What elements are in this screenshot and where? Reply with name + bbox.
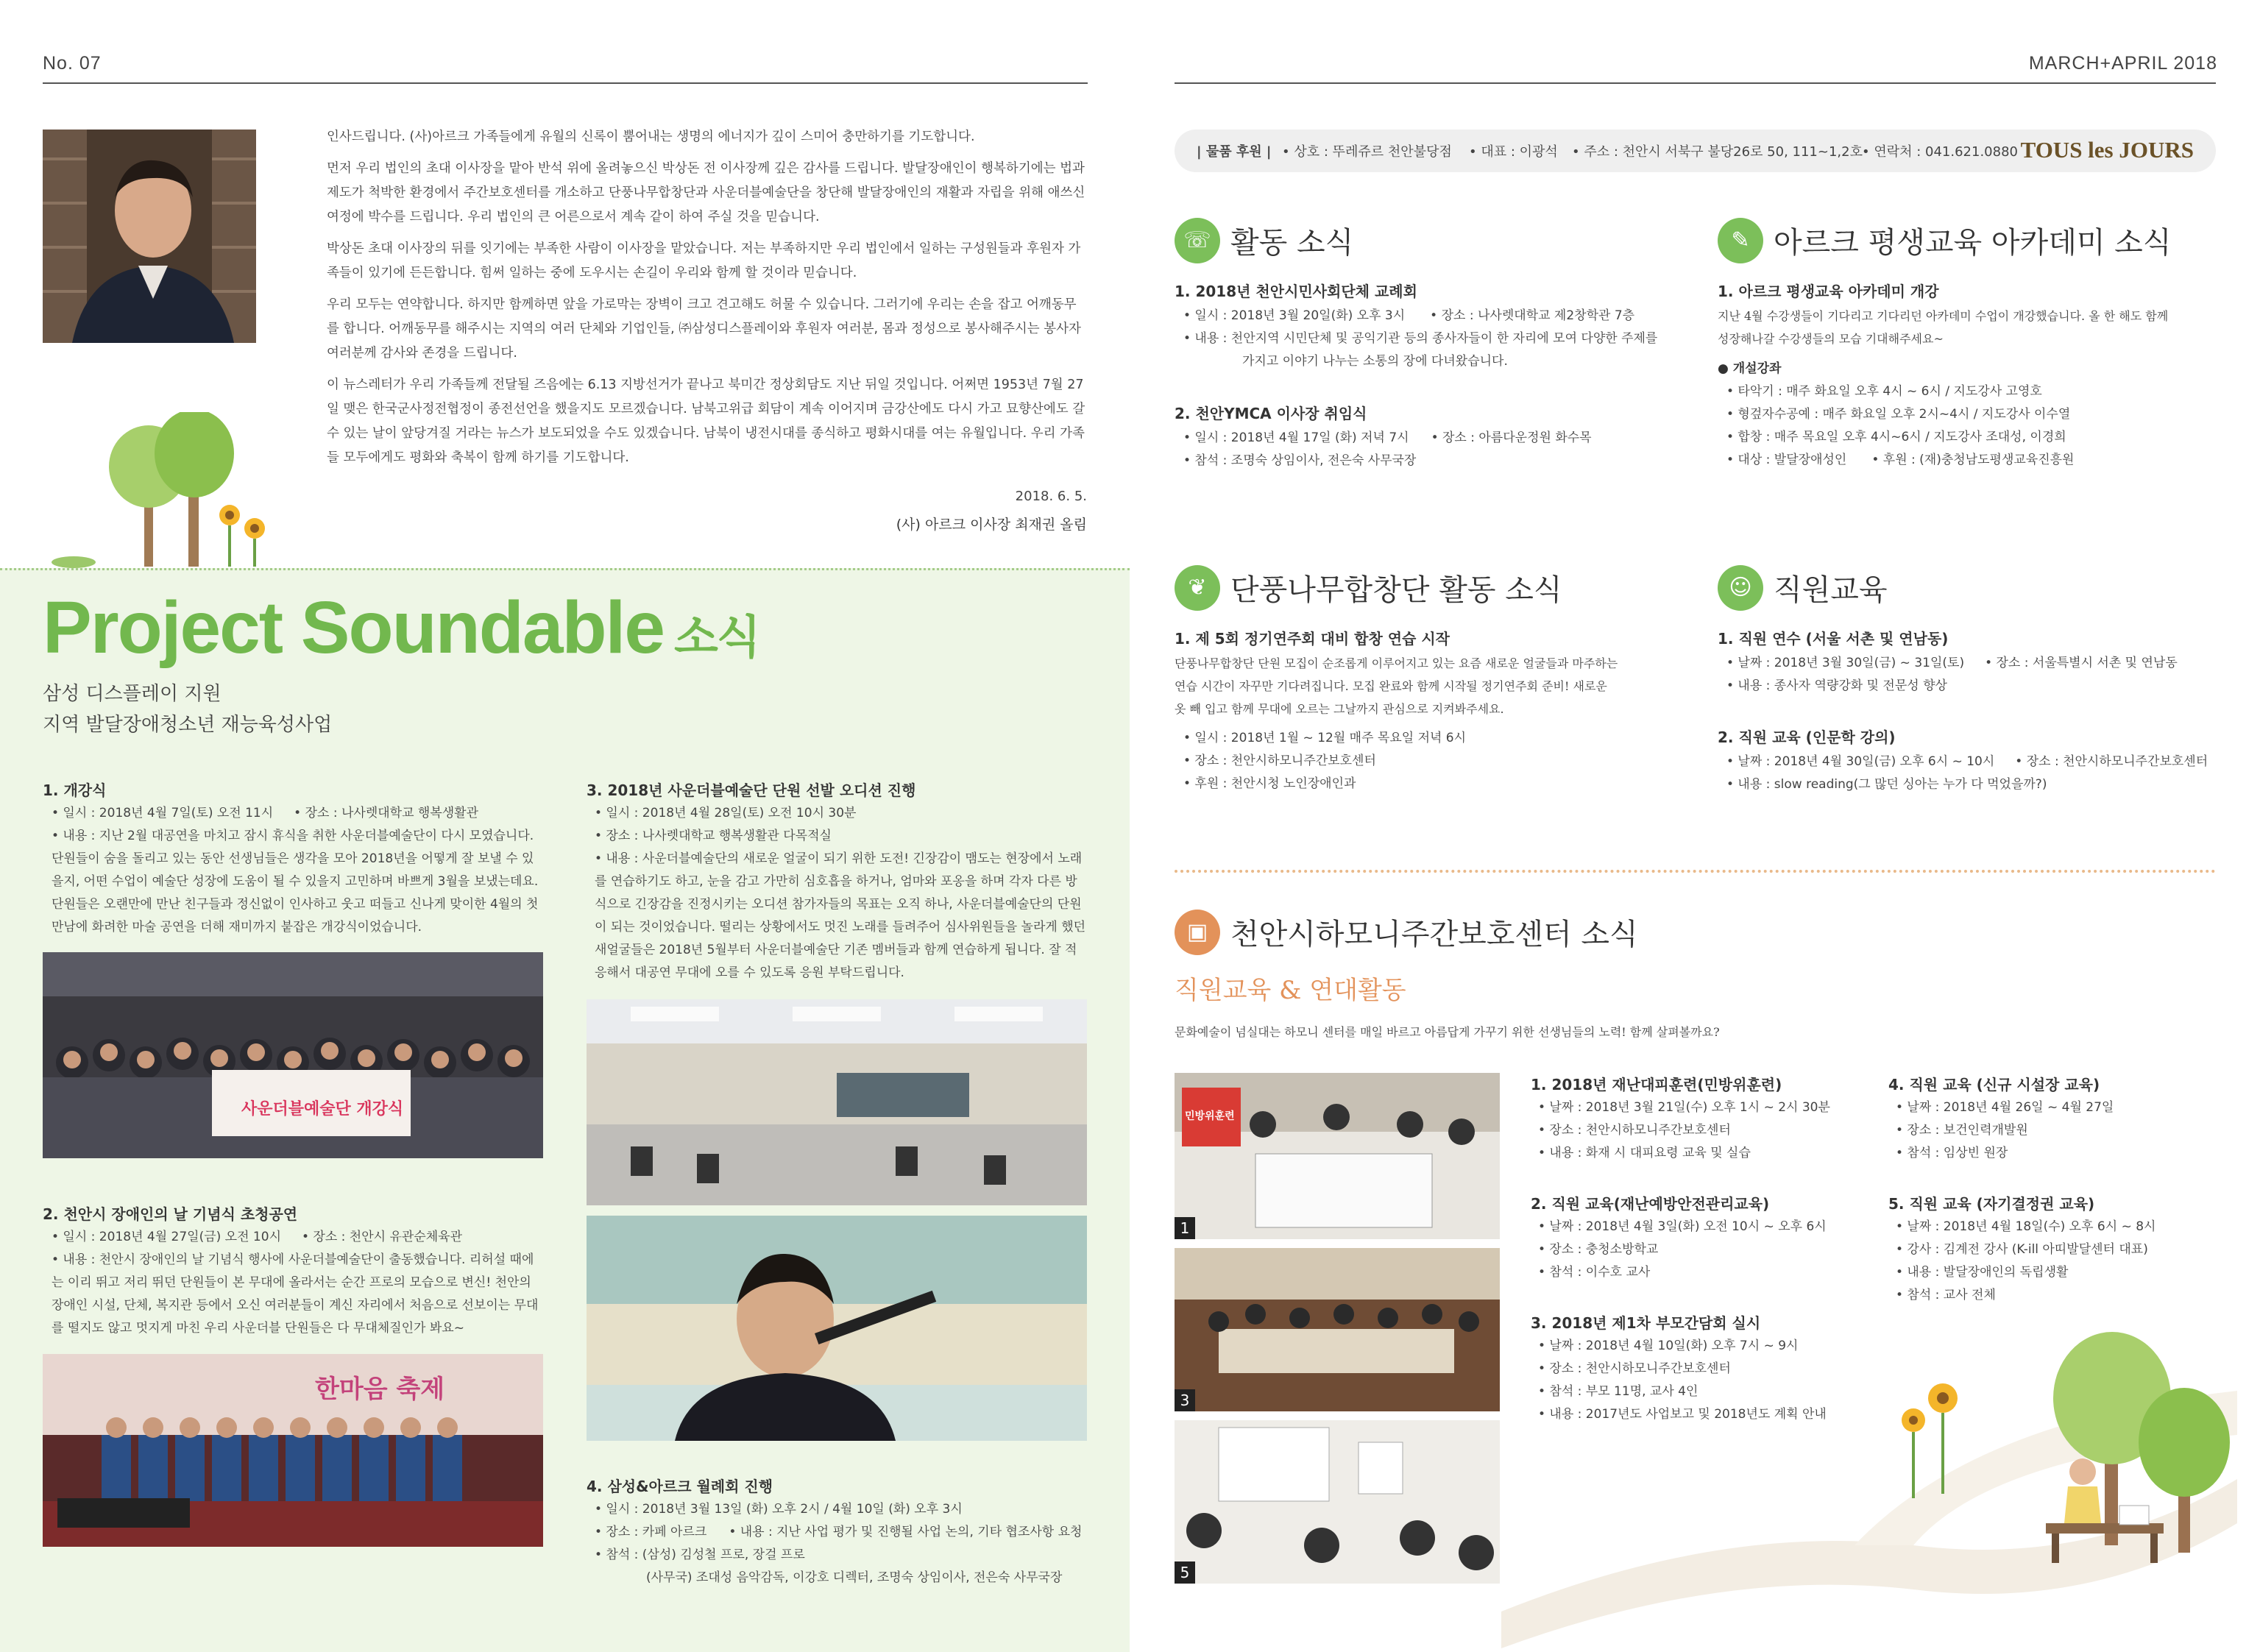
audition-singer-photo bbox=[587, 1216, 1087, 1441]
h-e2-list bbox=[1538, 1216, 1877, 1284]
a2-place: • 장소 : 아름다운정원 화수목 bbox=[1431, 430, 1592, 445]
h-e5-date: • 날짜 : 2018년 4월 18일(수) 오후 6시 ~ 8시 bbox=[1896, 1219, 2156, 1234]
chairman-portrait bbox=[43, 130, 256, 343]
s4-attend: • 참석 : (삼성) 김성철 프로, 장걸 프로 bbox=[595, 1548, 805, 1562]
s2-heading: 2. 천안시 장애인의 날 기념식 초청공연 bbox=[43, 1205, 298, 1223]
choir-p2: 연습 시간이 자꾸만 기다려집니다. 모집 완료와 함께 시작될 정기연주회 준비! 새로운 bbox=[1175, 679, 1607, 693]
staff-place-1: • 장소 : 서울특별시 서촌 및 연남동 bbox=[1985, 656, 2178, 670]
section-divider bbox=[0, 568, 1130, 570]
harmony-title: 천안시하모니주간보호센터 소식 bbox=[1230, 918, 1638, 951]
s3-list bbox=[595, 802, 1088, 985]
s1-date: • 일시 : 2018년 4월 7일(토) 오전 11시 bbox=[52, 806, 274, 820]
sponsor-bar bbox=[1175, 130, 2216, 172]
evacuation-drill-photo bbox=[1175, 1073, 1500, 1239]
project-title-text: Project Soundable bbox=[43, 586, 664, 669]
opening-ceremony-photo bbox=[43, 952, 543, 1158]
h-e4-attend: • 참석 : 임상빈 원장 bbox=[1896, 1146, 2008, 1160]
h-e3-date: • 날짜 : 2018년 4월 10일(화) 오후 7시 ~ 9시 bbox=[1538, 1339, 1799, 1353]
greeting-date: 2018. 6. 5. bbox=[1015, 489, 1087, 504]
a1-list bbox=[1183, 305, 1698, 373]
tous-les-jours-logo: TOUS les JOURS bbox=[2020, 137, 2194, 163]
greeting-signature: (사) 아르크 이사장 최재권 올림 bbox=[896, 517, 1087, 533]
self-determination-photo bbox=[1175, 1420, 1500, 1584]
s4-heading: 4. 삼성&아르크 월례회 진행 bbox=[587, 1478, 773, 1495]
photo-badge: 5 bbox=[1175, 1561, 1195, 1584]
choir-list bbox=[1183, 727, 1698, 795]
s4-content: • 내용 : 지난 사업 평가 및 진행될 사업 논의, 기타 협조사항 요청 bbox=[729, 1525, 1083, 1539]
people-icon: ☺ bbox=[1718, 565, 1763, 611]
project-subtitle-2: 지역 발달장애청소년 재능육성사업 bbox=[43, 714, 333, 736]
s2-place: • 장소 : 천안시 유관순체육관 bbox=[302, 1230, 463, 1244]
greeting-paragraph: 우리 모두는 연약합니다. 하지만 함께하면 앞을 가로막는 장벽이 크고 견고해도 허물 수 있습니다. 그러기에 우리는 손을 잡고 어깨동무를 합니다. 어깨동무를 해주시는 지역의 여러 단체와 기업인들, ㈜삼성디스플레이와 후원자 여러분, 몸과 정성으로 봉사해주시는 봉사자 여러분께 감사와 존경을 드립니다. bbox=[327, 297, 1081, 361]
choir-heading: 1. 제 5회 정기연주회 대비 합창 연습 시작 bbox=[1175, 630, 1450, 648]
h-e5-list bbox=[1896, 1216, 2220, 1307]
greeting-paragraph: 박상돈 초대 이사장의 뒤를 잇기에는 부족한 사람이 이사장을 맡았습니다. 저는 부족하지만 우리 법인에서 일하는 구성원들과 후원자 가족들이 있기에 든든합니다. 힘써 일하는 중에 도우시는 손길이 우리와 함께 할 것이라 믿습니다. bbox=[327, 241, 1081, 280]
academy-intro-1: 지난 4월 수강생들이 기다리고 기다리던 아카데미 수업이 개강했습니다. 올 한 해도 함께 bbox=[1718, 309, 2169, 323]
choir-date: • 일시 : 2018년 1월 ~ 12월 매주 목요일 저녁 6시 bbox=[1183, 731, 1467, 745]
h-e2-attend: • 참석 : 이수호 교사 bbox=[1538, 1265, 1651, 1280]
photo-badge: 3 bbox=[1175, 1389, 1195, 1411]
harmony-subtitle: 직원교육 & 연대활동 bbox=[1175, 976, 1406, 1005]
a1-heading: 1. 2018년 천안시민사회단체 교례회 bbox=[1175, 283, 1417, 300]
tree-illustration bbox=[44, 412, 280, 574]
header-divider bbox=[1175, 82, 2216, 84]
s1-place: • 장소 : 나사렛대학교 행복생활관 bbox=[294, 806, 479, 820]
s4-attend-2: (사무국) 조대성 음악감독, 이강호 디렉터, 조명숙 상임이사, 전은숙 사무국장 bbox=[646, 1570, 1063, 1585]
tablet-icon: ▣ bbox=[1175, 910, 1220, 955]
greeting-text bbox=[327, 125, 1088, 470]
a1-content-2: 가지고 이야기 나누는 소통의 장에 다녀왔습니다. bbox=[1242, 354, 1508, 369]
s2-content: • 내용 : 천안시 장애인의 날 기념식 행사에 사운더블예술단이 출동했습니다. 리허설 때에는 이리 뛰고 저리 뛰던 단원들이 본 무대에 올라서는 순간 프로의 모습으로 변신! 천안의 장애인 시설, 단체, 복지관 등에서 오신 여러분들이 계신 자리에서 처음으로 선보이는 무대를 떨지도 않고 멋지게 마친 우리 사운더블 단원들은 다 무대체질인가 봐요~ bbox=[52, 1252, 539, 1336]
s4-date: • 일시 : 2018년 3월 13일 (화) 오후 2시 / 4월 10일 (화) 오후 3시 bbox=[595, 1502, 963, 1517]
s2-list bbox=[52, 1226, 545, 1340]
s1-content: • 내용 : 지난 2월 대공연을 마치고 잠시 휴식을 취한 사운더블예술단이 다시 모였습니다. 단원들이 숨을 돌리고 있는 동안 선생님들은 생각을 모아 2018년을 어떻게 잘 보낼 수 있을지, 어떤 수업이 예술단 성장에 도움이 될 수 있을지 고민하며 바쁘게 3월을 보냈는데요. 단원들은 오랜만에 만난 친구들과 정신없이 인사하고 웃고 떠들고 신나게 맞이한 4월의 첫 만남에 화려한 마술 공연을 더해 재미까지 붙잡은 개강식이었습니다. bbox=[52, 829, 539, 935]
sponsor-label: | 물품 후원 | bbox=[1197, 144, 1272, 160]
h-e2-heading: 2. 직원 교육(재난예방안전관리교육) bbox=[1531, 1195, 1770, 1213]
a1-content: • 내용 : 천안지역 시민단체 및 공익기관 등의 종사자들이 한 자리에 모여 다양한 주제를 bbox=[1183, 331, 1658, 346]
sponsor-shop: • 상호 : 뚜레쥬르 천안불당점 bbox=[1282, 144, 1452, 160]
s4-place: • 장소 : 카페 아르크 bbox=[595, 1525, 707, 1539]
h-e5-attend: • 참석 : 교사 전체 bbox=[1896, 1288, 1996, 1302]
section-divider bbox=[1175, 870, 2216, 873]
s3-content: • 내용 : 사운더블예술단의 새로운 얼굴이 되기 위한 도전! 긴장감이 맴도는 현장에서 노래를 연습하기도 하고, 눈을 감고 가만히 심호흡을 하거나, 엄마와 포옹을 하며 각자 다른 방식으로 긴장감을 진정시키는 오디션 참가자들의 목표는 오직 하나, 사운더블예술단의 단원이 되는 것이었습니다. 떨리는 상황에서도 멋진 노래를 들려주어 심사위원들을 놀라게 했던 새얼굴들은 2018년 5월부터 사운더블예술단 기존 멤버들과 함께 연습하게 됩니다. 잘 적응해서 대공연 무대에 오를 수 있도록 응원 부탁드립니다. bbox=[595, 851, 1086, 980]
h-e5-content: • 내용 : 발달장애인의 독립생활 bbox=[1896, 1265, 2069, 1280]
course-choir: • 합창 : 매주 목요일 오후 4시~6시 / 지도강사 조대성, 이경희 bbox=[1726, 430, 2066, 444]
stage-text: 한마음 축제 bbox=[315, 1375, 445, 1404]
harmony-intro: 문화예술이 넘실대는 하모니 센터를 매일 바르고 아름답게 가꾸기 위한 선생님들의 노력! 함께 살펴볼까요? bbox=[1175, 1025, 1720, 1039]
h-e4-date: • 날짜 : 2018년 4월 26일 ~ 4월 27일 bbox=[1896, 1100, 2114, 1115]
course-target: • 대상 : 발달장애성인 bbox=[1726, 453, 1847, 467]
disability-day-photo bbox=[43, 1354, 543, 1547]
staff-content-2: • 내용 : slow reading(그 많던 싱아는 누가 다 먹었을까?) bbox=[1726, 777, 2047, 792]
h-e2-place: • 장소 : 충청소방학교 bbox=[1538, 1242, 1659, 1257]
h-e5-heading: 5. 직원 교육 (자기결정권 교육) bbox=[1888, 1195, 2095, 1213]
academy-heading: 1. 아르크 평생교육 아카데미 개강 bbox=[1718, 283, 1939, 300]
h-e1-place: • 장소 : 천안시하모니주간보호센터 bbox=[1538, 1123, 1731, 1138]
header-divider bbox=[43, 82, 1088, 84]
academy-title: 아르크 평생교육 아카데미 소식 bbox=[1774, 226, 2172, 260]
s3-date: • 일시 : 2018년 4월 28일(토) 오전 10시 30분 bbox=[595, 806, 857, 820]
a2-date: • 일시 : 2018년 4월 17일 (화) 저녁 7시 bbox=[1183, 430, 1409, 445]
greeting-paragraph: 이 뉴스레터가 우리 가족들께 전달될 즈음에는 6.13 지방선거가 끝나고 북미간 정상회담도 지난 뒤일 것입니다. 어쩌면 1953년 7월 27일 맺은 한국군사정전협정이 종전선언을 했을지도 모르겠습니다. 남북고위급 회담이 계속 이어지며 금강산에도 다시 가고 묘향산에도 갈 수 있는 날이 앞당겨질 거라는 뉴스가 보도되었을 수도 있겠습니다. 남북이 냉전시대를 종식하고 평화시대를 여는 유월입니다. 우리 가족들 모두에게도 평화와 축복이 함께 하기를 기도합니다. bbox=[327, 377, 1085, 465]
academy-intro-2: 성장해나갈 수강생들의 모습 기대해주세요~ bbox=[1718, 332, 1944, 346]
staff-h2: 2. 직원 교육 (인문학 강의) bbox=[1718, 728, 1896, 746]
parents-meeting-photo bbox=[1175, 1248, 1500, 1411]
a2-heading: 2. 천안YMCA 이사장 취임식 bbox=[1175, 405, 1367, 422]
phone-icon: ☏ bbox=[1175, 218, 1220, 263]
leaf-icon: ❦ bbox=[1175, 565, 1220, 611]
staff-date-2: • 날짜 : 2018년 4월 30일(금) 오후 6시 ~ 10시 bbox=[1726, 754, 1995, 769]
greeting-paragraph: 먼저 우리 법인의 초대 이사장을 맡아 반석 위에 올려놓으신 박상돈 전 이사장께 깊은 감사를 드립니다. 발달장애인이 행복하기에는 법과 제도가 척박한 환경에서 주간보호센터를 개소하고 단풍나무합창단과 사운더블예술단을 창단해 발달장애인의 재활과 자립을 위해 애쓰신 여정에 박수를 드립니다. 우리 법인의 큰 어른으로서 계속 같이 하여 주실 것을 믿습니다. bbox=[327, 161, 1085, 224]
staff-title: 직원교육 bbox=[1774, 573, 1888, 607]
banner-text: 사운더블예술단 개강식 bbox=[241, 1100, 404, 1119]
staff-list-2 bbox=[1726, 751, 2227, 796]
academy-intro bbox=[1718, 305, 2218, 350]
s1-heading: 1. 개강식 bbox=[43, 781, 107, 799]
h-e1-list bbox=[1538, 1096, 1877, 1165]
staff-content-1: • 내용 : 종사자 역량강화 및 전문성 향상 bbox=[1726, 678, 1947, 693]
drill-sign-text: 민방위훈련 bbox=[1185, 1110, 1235, 1122]
project-title bbox=[43, 586, 759, 670]
activity-title: 활동 소식 bbox=[1230, 226, 1354, 260]
project-subtitle-1: 삼성 디스플레이 지원 bbox=[43, 683, 222, 705]
h-e4-list bbox=[1896, 1096, 2220, 1165]
a2-list bbox=[1183, 427, 1698, 472]
audition-room-photo bbox=[587, 999, 1087, 1205]
easel-icon: ✎ bbox=[1718, 218, 1763, 263]
photo-badge: 1 bbox=[1175, 1217, 1195, 1239]
choir-title: 단풍나무합창단 활동 소식 bbox=[1230, 573, 1562, 607]
s1-list bbox=[52, 802, 545, 939]
project-title-ko: 소식 bbox=[673, 612, 759, 663]
staff-place-2: • 장소 : 천안시하모니주간보호센터 bbox=[2015, 754, 2208, 769]
a2-attend: • 참석 : 조명숙 상임이사, 전은숙 사무국장 bbox=[1183, 453, 1417, 468]
staff-h1: 1. 직원 연수 (서울 서촌 및 연남동) bbox=[1718, 630, 1949, 648]
h-e3-heading: 3. 2018년 제1차 부모간담회 실시 bbox=[1531, 1314, 1761, 1332]
greeting-paragraph: 인사드립니다. (사)아르크 가족들에게 유월의 신록이 뿜어내는 생명의 에너지가 깊이 스미어 충만하기를 기도합니다. bbox=[327, 130, 975, 144]
staff-date-1: • 날짜 : 2018년 3월 30일(금) ~ 31일(토) bbox=[1726, 656, 1965, 670]
sponsor-tel: • 연락처 : 041.621.0880 bbox=[1862, 144, 2018, 160]
sponsor-rep: • 대표 : 이광석 bbox=[1469, 144, 1558, 160]
h-e1-heading: 1. 2018년 재난대피훈련(민방위훈련) bbox=[1531, 1076, 1782, 1093]
choir-p3: 옷 빼 입고 함께 무대에 오르는 그날까지 관심으로 지켜봐주세요. bbox=[1175, 702, 1504, 716]
s4-list bbox=[595, 1498, 1088, 1589]
h-e3-attend: • 참석 : 부모 11명, 교사 4인 bbox=[1538, 1384, 1698, 1399]
course-sponsor: • 후원 : (재)충청남도평생교육진흥원 bbox=[1871, 453, 2075, 467]
h-e4-place: • 장소 : 보건인력개발원 bbox=[1896, 1123, 2028, 1138]
course-embroidery: • 형겊자수공예 : 매주 화요일 오후 2시~4시 / 지도강사 이수열 bbox=[1726, 407, 2071, 422]
issue-date: MARCH+APRIL 2018 bbox=[2028, 53, 2217, 74]
h-e1-content: • 내용 : 화재 시 대피요령 교육 및 실습 bbox=[1538, 1146, 1751, 1160]
choir-paragraph bbox=[1175, 652, 1690, 720]
park-illustration bbox=[1501, 1302, 2237, 1648]
h-e3-place: • 장소 : 천안시하모니주간보호센터 bbox=[1538, 1361, 1731, 1376]
a1-place: • 장소 : 나사렛대학교 제2창학관 7층 bbox=[1430, 308, 1635, 323]
page-number: No. 07 bbox=[43, 53, 102, 74]
choir-sponsor: • 후원 : 천안시청 노인장애인과 bbox=[1183, 776, 1356, 791]
h-e3-content: • 내용 : 2017년도 사업보고 및 2018년도 계획 안내 bbox=[1538, 1407, 1827, 1422]
staff-list-1 bbox=[1726, 652, 2227, 698]
course-percussion: • 타악기 : 매주 화요일 오후 4시 ~ 6시 / 지도강사 고영호 bbox=[1726, 384, 2042, 399]
choir-place: • 장소 : 천안시하모니주간보호센터 bbox=[1183, 754, 1376, 768]
choir-p1: 단풍나무합창단 단원 모집이 순조롭게 이루어지고 있는 요즘 새로운 얼굴들과 마주하는 bbox=[1175, 656, 1618, 670]
s3-heading: 3. 2018년 사운더블예술단 단원 선발 오디션 진행 bbox=[587, 781, 916, 799]
academy-course-heading: ● 개설강좌 bbox=[1718, 361, 1782, 376]
s3-place: • 장소 : 나사렛대학교 행복생활관 다목적실 bbox=[595, 829, 832, 843]
h-e2-date: • 날짜 : 2018년 4월 3일(화) 오전 10시 ~ 오후 6시 bbox=[1538, 1219, 1827, 1234]
a1-date: • 일시 : 2018년 3월 20일(화) 오후 3시 bbox=[1183, 308, 1406, 323]
h-e1-date: • 날짜 : 2018년 3월 21일(수) 오후 1시 ~ 2시 30분 bbox=[1538, 1100, 1830, 1115]
h-e4-heading: 4. 직원 교육 (신규 시설장 교육) bbox=[1888, 1076, 2100, 1093]
h-e5-lecturer: • 강사 : 김계전 강사 (K-ill 아띠발달센터 대표) bbox=[1896, 1242, 2148, 1257]
s2-date: • 일시 : 2018년 4월 27일(금) 오전 10시 bbox=[52, 1230, 281, 1244]
sponsor-address: • 주소 : 천안시 서북구 불당26로 50, 111~1,2호 bbox=[1572, 144, 1863, 160]
academy-courses bbox=[1718, 358, 2218, 472]
